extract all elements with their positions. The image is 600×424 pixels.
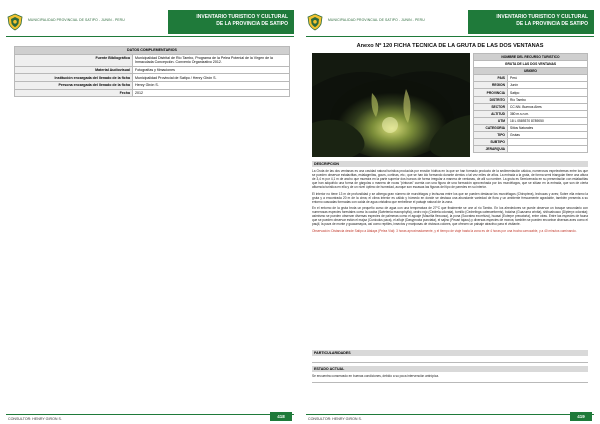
- field-value: Río Tambo: [508, 96, 588, 103]
- field-value: Grutas: [508, 132, 588, 139]
- table-row: [15, 66, 290, 74]
- field-value: Satipo: [508, 89, 588, 96]
- row-value: Municipalidad Provincial de Satipo / Henry Girón S.: [133, 74, 290, 82]
- table-row: [474, 82, 588, 89]
- row-label: Fuente Bibliográfica: [15, 54, 133, 66]
- field-label: UTM: [474, 117, 508, 124]
- table-row: [474, 103, 588, 110]
- row-label: Material Audiovisual: [15, 66, 133, 74]
- row-value: Henry Girón S.: [133, 81, 290, 89]
- estado-text: Se encuentra conservado en buenas condiciones, debido a su poca intervención antrópica.: [312, 374, 439, 378]
- row-label: Persona encargada del llenado de la ficha: [15, 81, 133, 89]
- description-section-title: DESCRIPCION: [312, 161, 588, 167]
- header-title-box: [468, 10, 594, 34]
- footer-divider: [306, 414, 594, 415]
- row-value: Fotografías y filmaciones: [133, 66, 290, 74]
- row-label: Institución encargada del llenado de la ficha: [15, 74, 133, 82]
- field-label: SECTOR: [474, 103, 508, 110]
- description-paragraph: La Gruta de las dos ventanas es una cavidad natural turística producida por erosión hídrica en la que se han formado producto de la sedimentación cálcica, numerosos espeleotemas entre los que se pueden observar estalactitas, estalagmitas, gours, cortinas, etc.; que se han ido formando durante cientos o tal vez miles de años. La entrada a la gruta, de forma semi triangular tiene una altura de 3,4 m por 4,1 m de ancho que muestra en la parte superior dos huecos de forma irregular a manera de ventanas, de allí su nombre. La gruta es Semicerrada en su presentación con estalactitas que han adquirido una forma de gárgolas o manera de rocas "pinturas" cuenta con una figura de una formación aprovechada por los murciélagos, que se sitúan en la entrada, que son de cierta afluencia turística en ella y de un nivel óptimo de humedad, aunque son escasas las figuras del tipo de paredes en su interior.: [312, 169, 588, 190]
- field-value: 18 L 0589370 8789050: [508, 117, 588, 124]
- header-title-line1: INVENTARIO TURISTICO Y CULTURAL: [496, 14, 588, 20]
- header-title-box: [168, 10, 294, 34]
- field-value: [508, 146, 588, 153]
- page-header: [6, 10, 294, 34]
- table-header: DATOS COMPLEMENTARIOS: [15, 47, 290, 55]
- particularidades-section-title: PARTICULARIDADES: [312, 350, 588, 356]
- description-paragraph: En el entorno de la gruta brota un pequeño curso de agua con una temperatura de 27ºC que finalmente se une al río Tambo. En los alrededores se puede observar un bosque secundario con numerosas especies forestales como la caoba (Swietenia macrophylla), cedro rojo (Cedrela odorata), tornillo (Cedrelinga catenaeformis), bolaina (Guazuma crinita), shihuahuaco (Dipteryx odorata); asimismo se pueden observar diversas especies de palmeras como el aguaje (Mauritia flexuosa), la pona (Socratea exorrhiza), huasaí (Euterpe precatoria), entre otras. Entre las especies de fauna que se pueden observar están el majaz (Cuniculus paca), el añuje (Dasyprocta punctata), el sajino (Pecari tajacu) y diversas especies de monos; también se pueden encontrar diversas aves como el paujil, la pava de monte y guacamayos, así como reptiles, insectos y mariposas de vistosos colores, que ofrecen un paisaje atractivo para el visitante.: [312, 206, 588, 227]
- table-row: [474, 110, 588, 117]
- resource-info-table: [473, 53, 588, 153]
- table-row: [474, 124, 588, 131]
- section-divider: [312, 362, 588, 363]
- estado-section-title: ESTADO ACTUAL: [312, 366, 588, 372]
- section-divider: [312, 382, 588, 383]
- footer-divider: [6, 414, 294, 415]
- info-header: NOMBRE DEL RECURSO TURISTICO: [474, 54, 588, 61]
- description-paragraph: El interior no tiene 13 m de profundidad y se alberga gran número de murciélagos y lechuzas entre los que se pueden destacar los murciélagos (Chiroptera), lechuzas y aves; Sobre ella mismo la gruta y a encontrada 20 m de la cima; el clima interior es cálido y húmedo en donde se destaca una abundante variedad de flora y un ambiente frescamente agradable, también presenta a su entorno cascadas formadas con caída de agua cristalina que embellece el paisaje natural de la zona.: [312, 191, 588, 204]
- field-value: CC.NN. Buenos Aires: [508, 103, 588, 110]
- municipality-name: MUNICIPALIDAD PROVINCIAL DE SATIPO - JUNIN - PERU: [28, 18, 125, 22]
- municipal-shield-logo-icon: [306, 13, 324, 31]
- field-label: DISTRITO: [474, 96, 508, 103]
- municipal-shield-logo-icon: [6, 13, 24, 31]
- row-label: Fecha: [15, 89, 133, 97]
- table-row: [15, 54, 290, 66]
- field-label: PROVINCIA: [474, 89, 508, 96]
- table-row: [474, 89, 588, 96]
- table-row: [474, 139, 588, 146]
- row-value: Municipalidad Distrital de Río Tambo, Programa de la Pelea Potenial de la Virgen de la Inmaculada Concepción. Convenio Organizativo 2012.: [133, 54, 290, 66]
- table-row: [474, 146, 588, 153]
- field-value: Perú: [508, 75, 588, 82]
- table-row: [474, 75, 588, 82]
- header-title-line1: INVENTARIO TURISTICO Y CULTURAL: [196, 14, 288, 20]
- field-label: REGION: [474, 82, 508, 89]
- table-row: [474, 132, 588, 139]
- footer-consultant: CONSULTOR: HENRY GIRON S.: [8, 417, 62, 421]
- table-row: [15, 81, 290, 89]
- page-header: [306, 10, 594, 34]
- row-value: 2012: [133, 89, 290, 97]
- field-label: SUBTIPO: [474, 139, 508, 146]
- page-number: 419: [570, 412, 592, 421]
- location-header: UBIGEO: [474, 68, 588, 75]
- header-title-line2: DE LA PROVINCIA DE SATIPO: [516, 20, 588, 27]
- header-divider: [306, 36, 594, 37]
- page-right: [300, 0, 600, 424]
- observation-paragraph: Observación: Distancia desde Satipo a Atalaya (Pelea Vial): 3 horas aproximadamente, y el tiempo de viaje hasta la zona es de 4 horas por una trocha carrozable, y a 40 minutos caminando.: [312, 228, 577, 233]
- header-divider: [6, 36, 294, 37]
- page-number: 418: [270, 412, 292, 421]
- resource-name: GRUTA DE LAS DOS VENTANAS: [474, 61, 588, 68]
- field-label: ALTITUD: [474, 110, 508, 117]
- field-value: [508, 139, 588, 146]
- table-row: [474, 96, 588, 103]
- table-row: [474, 117, 588, 124]
- cave-photo-icon: [312, 53, 470, 157]
- table-row: [15, 74, 290, 82]
- field-label: TIPO: [474, 132, 508, 139]
- field-value: Junín: [508, 82, 588, 89]
- table-row: [15, 89, 290, 97]
- description-body: [312, 169, 588, 235]
- footer-consultant: CONSULTOR: HENRY GIRON S.: [308, 417, 362, 421]
- field-label: PAIS: [474, 75, 508, 82]
- complementary-data-table: [14, 46, 290, 97]
- page-title: Anexo Nº 120 FICHA TECNICA DE LA GRUTA DE LAS DOS VENTANAS: [356, 43, 544, 49]
- field-label: JERARQUIA: [474, 146, 508, 153]
- field-value: 380 m.s.n.m.: [508, 110, 588, 117]
- field-value: Sitios Naturales: [508, 124, 588, 131]
- header-title-line2: DE LA PROVINCIA DE SATIPO: [216, 20, 288, 27]
- municipality-name: MUNICIPALIDAD PROVINCIAL DE SATIPO - JUNIN - PERU: [328, 18, 425, 22]
- field-label: CATEGORIA: [474, 124, 508, 131]
